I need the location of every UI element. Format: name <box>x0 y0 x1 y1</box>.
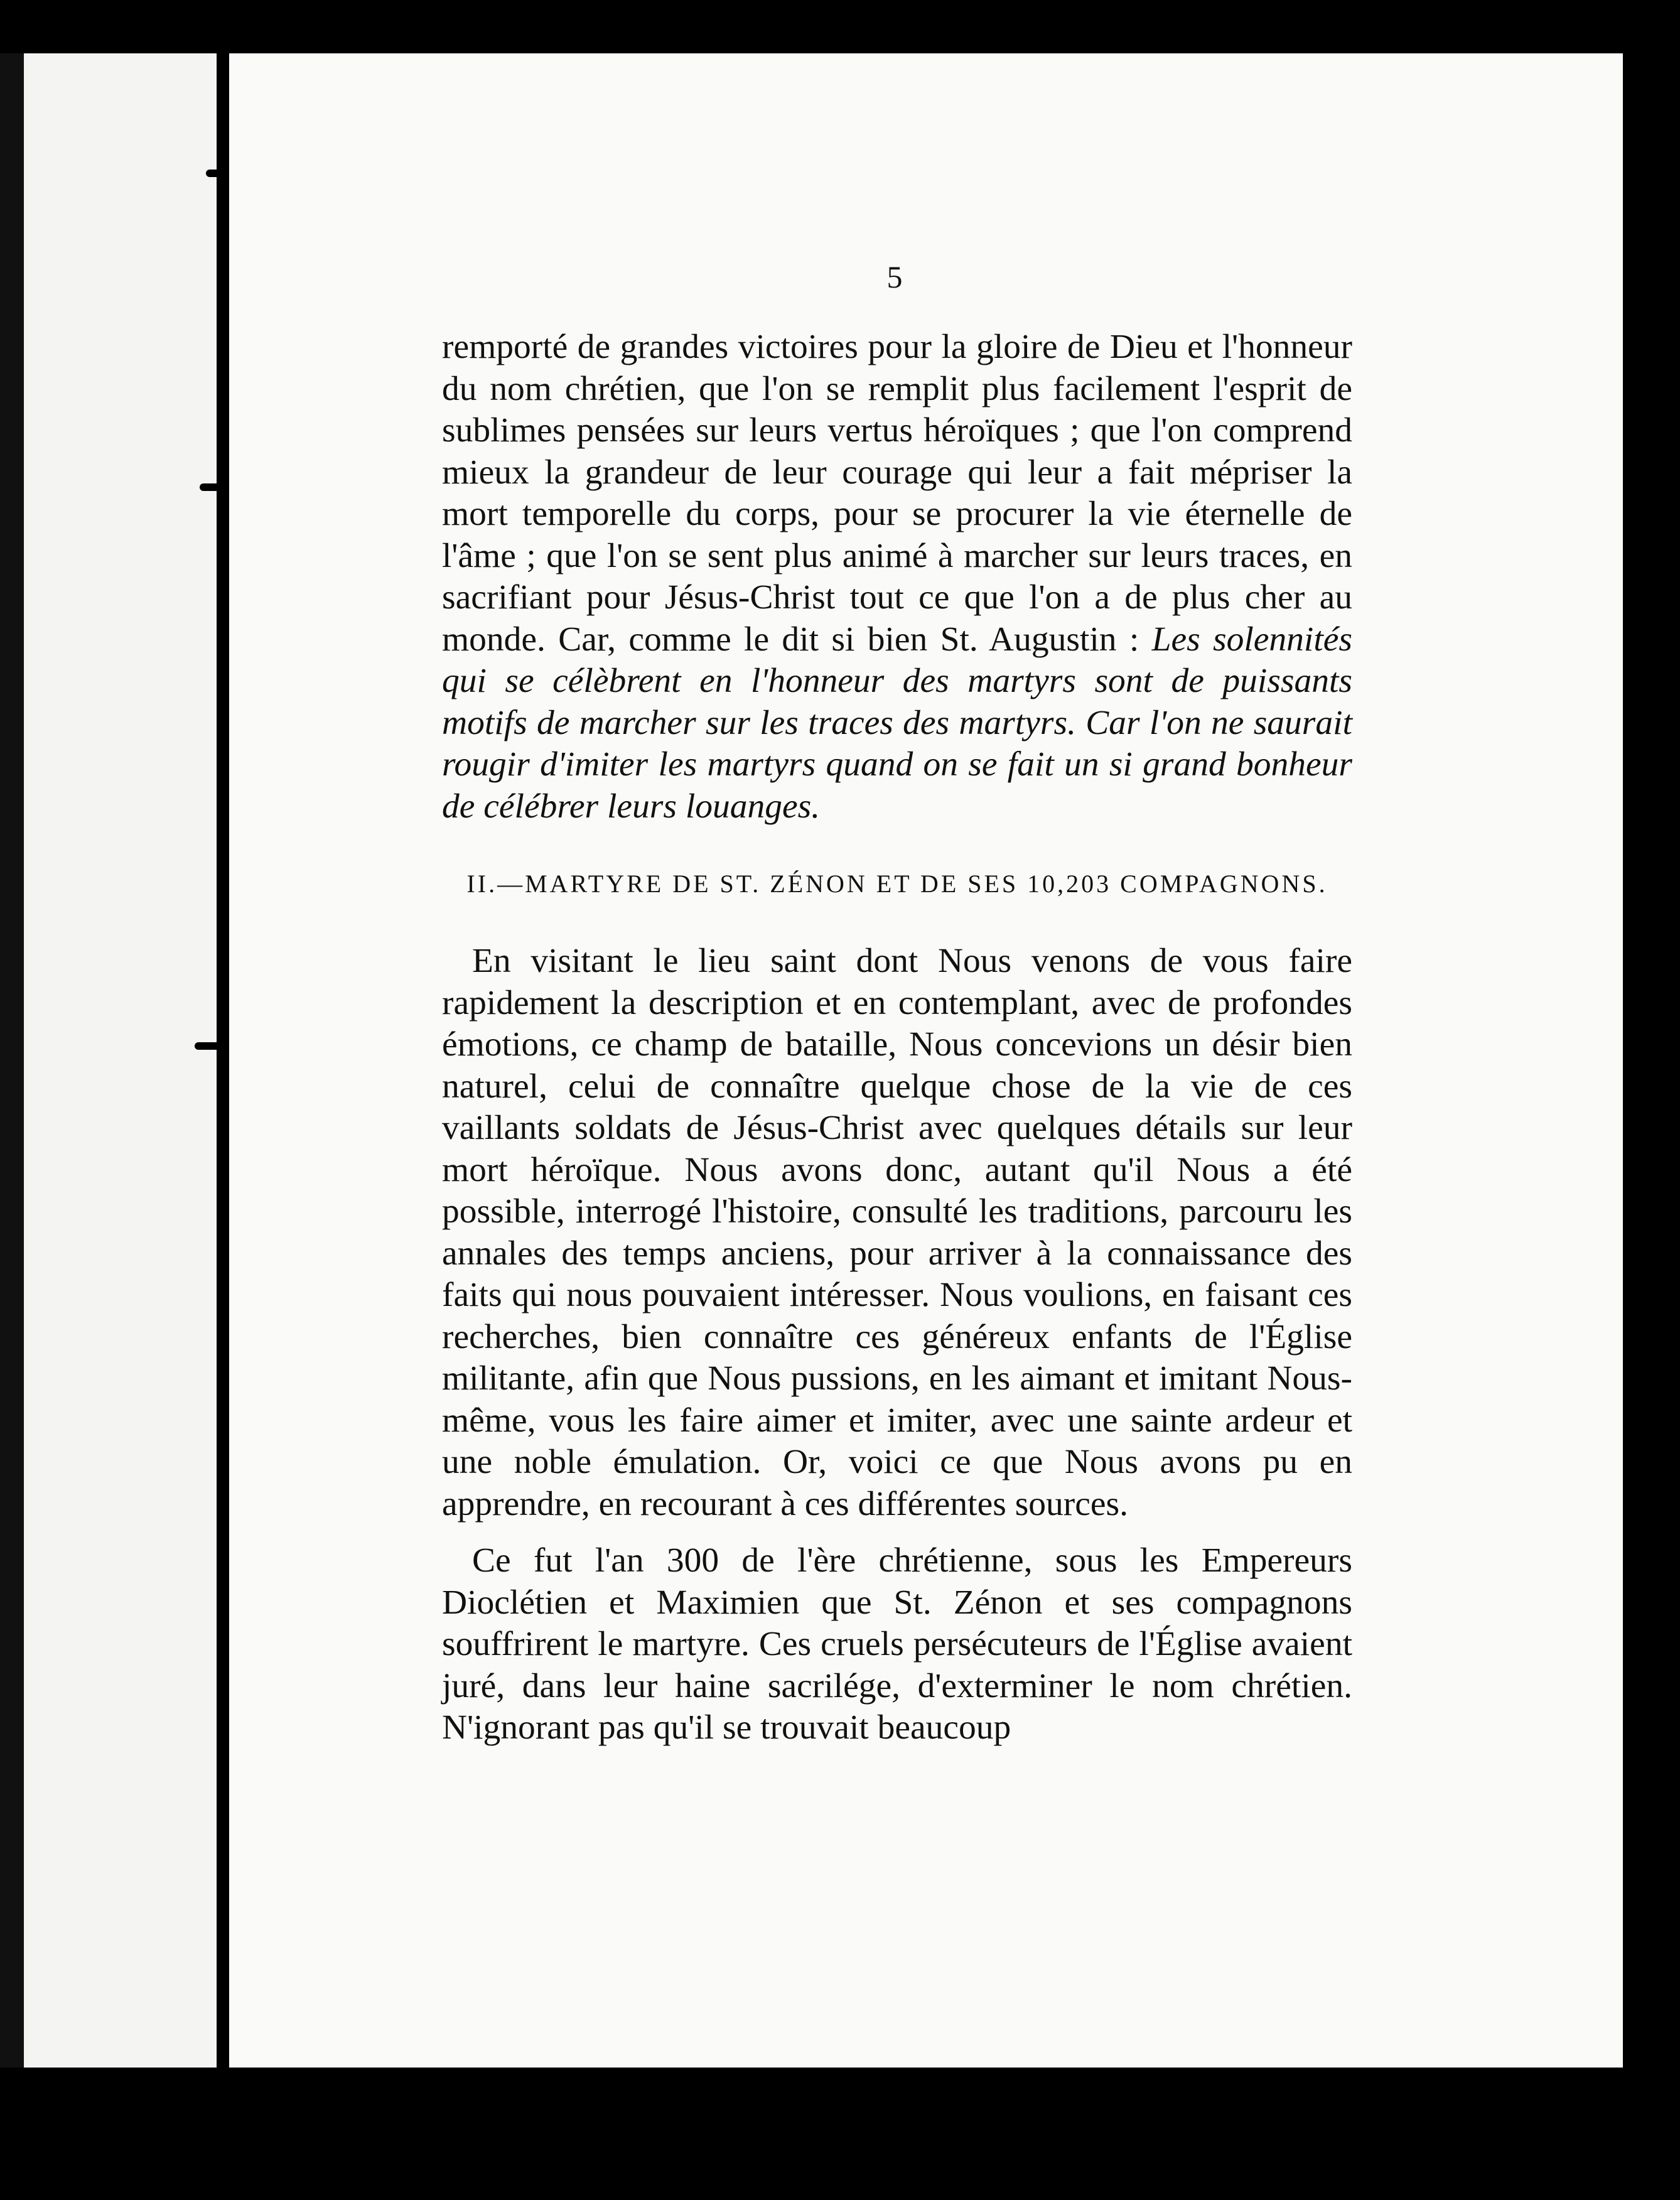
scan-border <box>0 53 24 2068</box>
paragraph: En visitant le lieu saint dont Nous venons de vous faire rapidement la description et en contemplant, avec de profondes émotions, ce champ de bataille, Nous concevions un désir bien naturel, celui de connaître quelque chose de la vie de ces vaillants soldats de Jésus-Christ avec quelques détails sur leur mort héroïque. Nous avons donc, autant qu'il Nous a été possible, interrogé l'histoire, consulté les traditions, parcouru les annales des temps anciens, pour arriver à la connaissance des faits qui nous pouvaient intéresser. Nous voulions, en faisant ces recherches, bien connaître ces généreux enfants de l'Église militante, afin que Nous pussions, en les aimant et imitant Nous-même, vous les faire aimer et imiter, avec une sainte ardeur et une noble émulation. Or, voici ce que Nous avons pu en apprendre, en recourant à ces différentes sources. <box>442 942 1352 1523</box>
binding-stitch <box>195 1042 231 1050</box>
page-number: 5 <box>886 259 903 294</box>
paragraph-text: remporté de grandes victoires pour la gloire de Dieu et l'honneur du nom chrétien, que l'on se remplit plus facilement l'esprit de sublimes pensées sur leurs vertus héroïques ; que l'on comprend mieux la grandeur de leur courage qui leur a fait mépriser la mort temporelle du corps, pour se procurer la vie éternelle de l'âme ; que l'on se sent plus animé à marcher sur leurs traces, en sacrifiant pour Jésus-Christ tout ce que l'on a de plus cher au monde. Car, comme le dit si bien St. Augustin : <box>442 328 1352 659</box>
page-body <box>442 326 1352 1749</box>
paragraph: Ce fut l'an 300 de l'ère chrétienne, sous les Empereurs Dioclétien et Maximien que St. Zénon et ses compagnons souffrirent le martyre. Ces cruels persécuteurs de l'Église avaient juré, dans leur haine sacrilége, d'exterminer le nom chrétien. N'ignorant pas qu'il se trouvait beaucoup <box>442 1541 1352 1747</box>
augustine-quote: Les solennités qui se célèbrent en l'honneur des martyrs sont de puissants motifs de marcher sur les traces des martyrs. Car l'on ne saurait rougir d'imiter les martyrs quand on se fait un si grand bonheur de célébrer leurs louanges. <box>442 620 1352 826</box>
section-heading: II.—MARTYRE DE ST. ZÉNON ET DE SES 10,203 COMPAGNONS. <box>466 870 1328 898</box>
binding-gutter <box>222 53 226 2068</box>
facing-page-edge <box>0 53 217 2068</box>
paragraph-continued <box>442 326 1352 828</box>
